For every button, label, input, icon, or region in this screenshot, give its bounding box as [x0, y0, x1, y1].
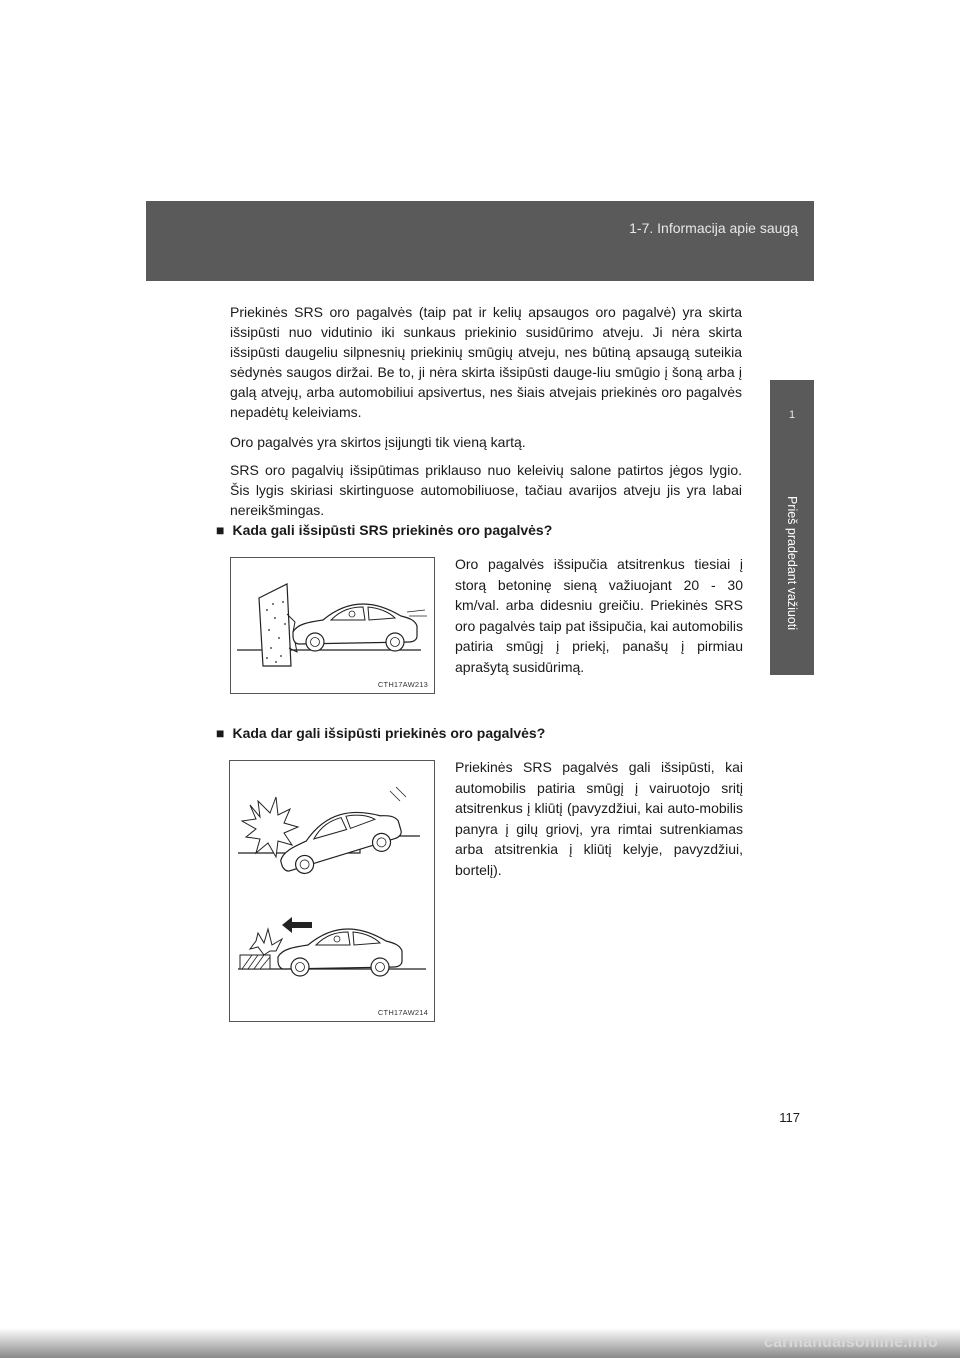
section-heading-text: Kada dar gali išsipūsti priekinės oro pagalvės? — [232, 725, 546, 741]
page-number: 117 — [779, 1110, 800, 1125]
obstacle-impact-illustration — [230, 761, 434, 1021]
chapter-header — [146, 201, 814, 281]
section-heading-other-cases — [216, 725, 545, 741]
section-text-front-airbags: Oro pagalvės išsipučia atsitrenkus tiesiai į storą betoninę sieną važiuojant 20 - 30 km/val. arba didesniu greičiu. Priekinės SRS oro pagalvės taip pat išsipučia, kai automobilis patiria smūgį į priekį, panašų į pirmiau aprašytą susidūrimą. — [455, 556, 743, 675]
section-text-other-cases: Priekinės SRS pagalvės gali išsipūsti, kai automobilis patiria smūgį į vairuotojo sritį atsitrenkus į kliūtį (pavyzdžiui, kai auto-mobilis panyra į gilų griovį, yra rimtai sutrenkiamas arba atsitrenkia į kliūtį kelyje, pavyzdžiui, bortelį). — [455, 759, 743, 878]
chapter-tab-label: Prieš pradedant važiuoti — [785, 495, 799, 630]
figure-code: CTH17AW213 — [377, 680, 428, 689]
figure-wall-collision — [230, 557, 435, 694]
paragraph-airbag-purpose: Priekinės SRS oro pagalvės (taip pat ir kelių apsaugos oro pagalvė) yra skirta išsipūsti nuo vidutinio iki sunkaus priekinio susidūrimo atveju. Ji nėra skirta išsipūsti daugeliu silpnesnių priekinių smūgių atveju, nes būtiną apsaugą suteikia sėdynės saugos diržai. Be to, ji nėra skirta išsipūsti dauge-liu smūgio į šoną arba į galą atvejų, arba automobiliui apsivertus, nes šiais atvejais priekinės oro pagalvės nepadėtų keleiviams. — [230, 304, 742, 420]
paragraph-single-use: Oro pagalvės yra skirtos įsijungti tik vieną kartą. — [230, 434, 526, 450]
section-heading-text: Kada gali išsipūsti SRS priekinės oro pagalvės? — [232, 522, 553, 538]
chapter-title: 1-7. Informacija apie saugą — [629, 220, 798, 236]
bullet-square-icon: ■ — [216, 522, 225, 538]
wall-collision-illustration — [231, 558, 434, 693]
figure-code: CTH17AW214 — [377, 1008, 428, 1017]
paragraph-inflation-force: SRS oro pagalvių išsipūtimas priklauso nuo keleivių salone patirtos jėgos lygio. Šis lygis skiriasi skirtinguose automobiliuose, tačiau avarijos atveju jis yra labai nereikšmingas. — [230, 462, 742, 518]
chapter-tab — [770, 450, 814, 675]
watermark — [0, 1328, 960, 1358]
bullet-square-icon: ■ — [216, 725, 225, 741]
chapter-tab-number: 1 — [770, 380, 814, 450]
figure-obstacle-impact — [229, 760, 435, 1022]
watermark-text: carmanualsonline.info — [763, 1334, 938, 1351]
section-heading-front-airbags — [216, 522, 552, 538]
